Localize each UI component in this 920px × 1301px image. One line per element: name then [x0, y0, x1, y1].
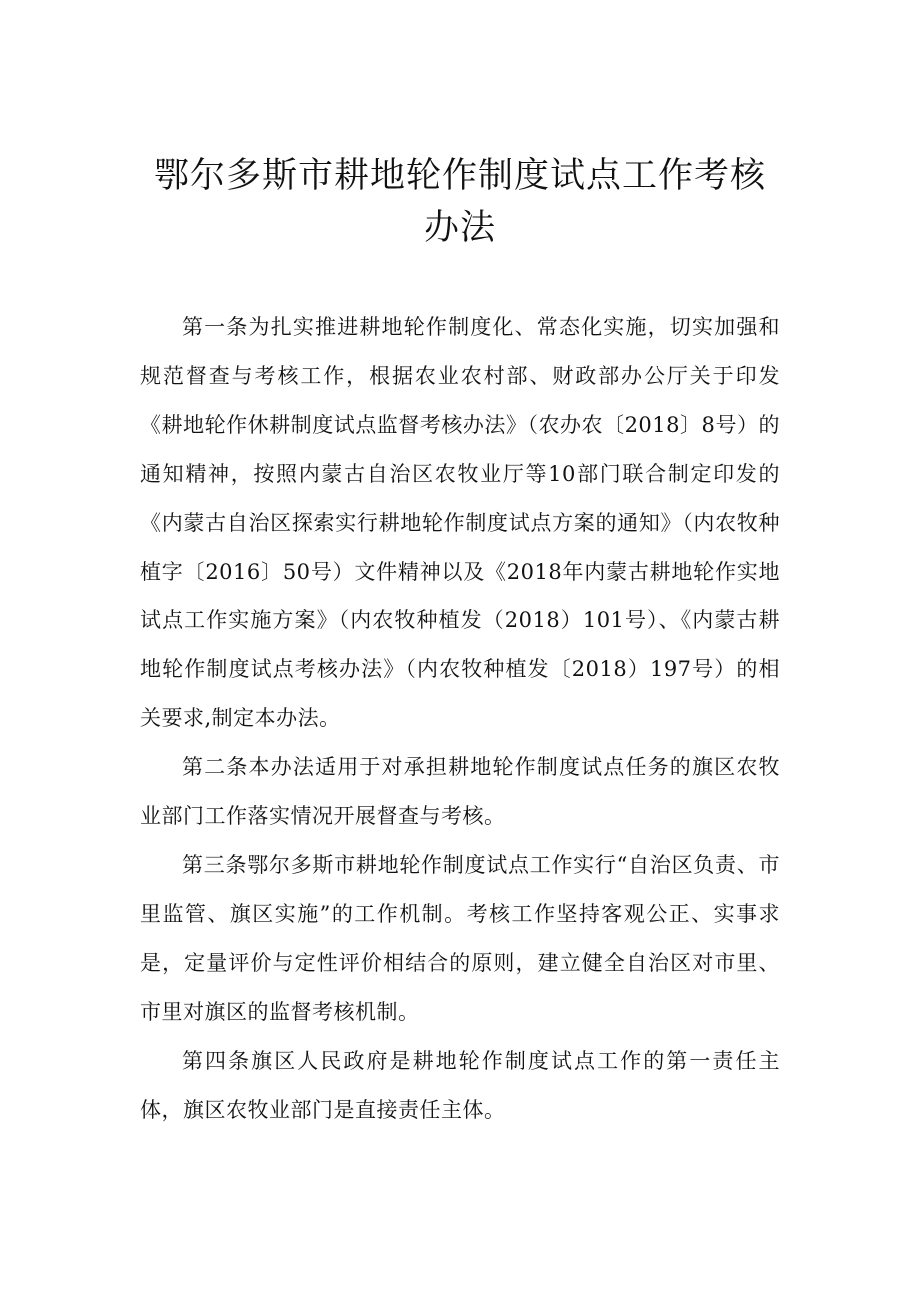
article-3-paragraph: 第三条鄂尔多斯市耕地轮作制度试点工作实行“自治区负责、市里监管、旗区实施”的工作机制。考核工作坚持客观公正、实事求是，定量评价与定性评价相结合的原则，建立健全自治区对市里、市里对旗区的监督考核机制。	[140, 852, 780, 1024]
article-1-paragraph: 第一条为扎实推进耕地轮作制度化、常态化实施，切实加强和规范督查与考核工作，根据农业农村部、财政部办公厅关于印发《耕地轮作休耕制度试点监督考核办法》（农办农〔2018〕8号）的通知精神，按照内蒙古自治区农牧业厅等10部门联合制定印发的《内蒙古自治区探索实行耕地轮作制度试点方案的通知》（内农牧种植字〔2016〕50号）文件精神以及《2018年内蒙古耕地轮作实地试点工作实施方案》（内农牧种植发（2018）101号）、《内蒙古耕地轮作制度试点考核办法》（内农牧种植发〔2018）197号）的相关要求,制定本办法。	[140, 315, 780, 731]
document-body	[140, 303, 780, 1134]
article-2-paragraph: 第二条本办法适用于对承担耕地轮作制度试点任务的旗区农牧业部门工作落实情况开展督查与考核。	[140, 755, 780, 829]
document-title: 鄂尔多斯市耕地轮作制度试点工作考核办法	[153, 156, 766, 248]
article-4-paragraph: 第四条旗区人民政府是耕地轮作制度试点工作的第一责任主体，旗区农牧业部门是直接责任主体。	[140, 1048, 780, 1122]
